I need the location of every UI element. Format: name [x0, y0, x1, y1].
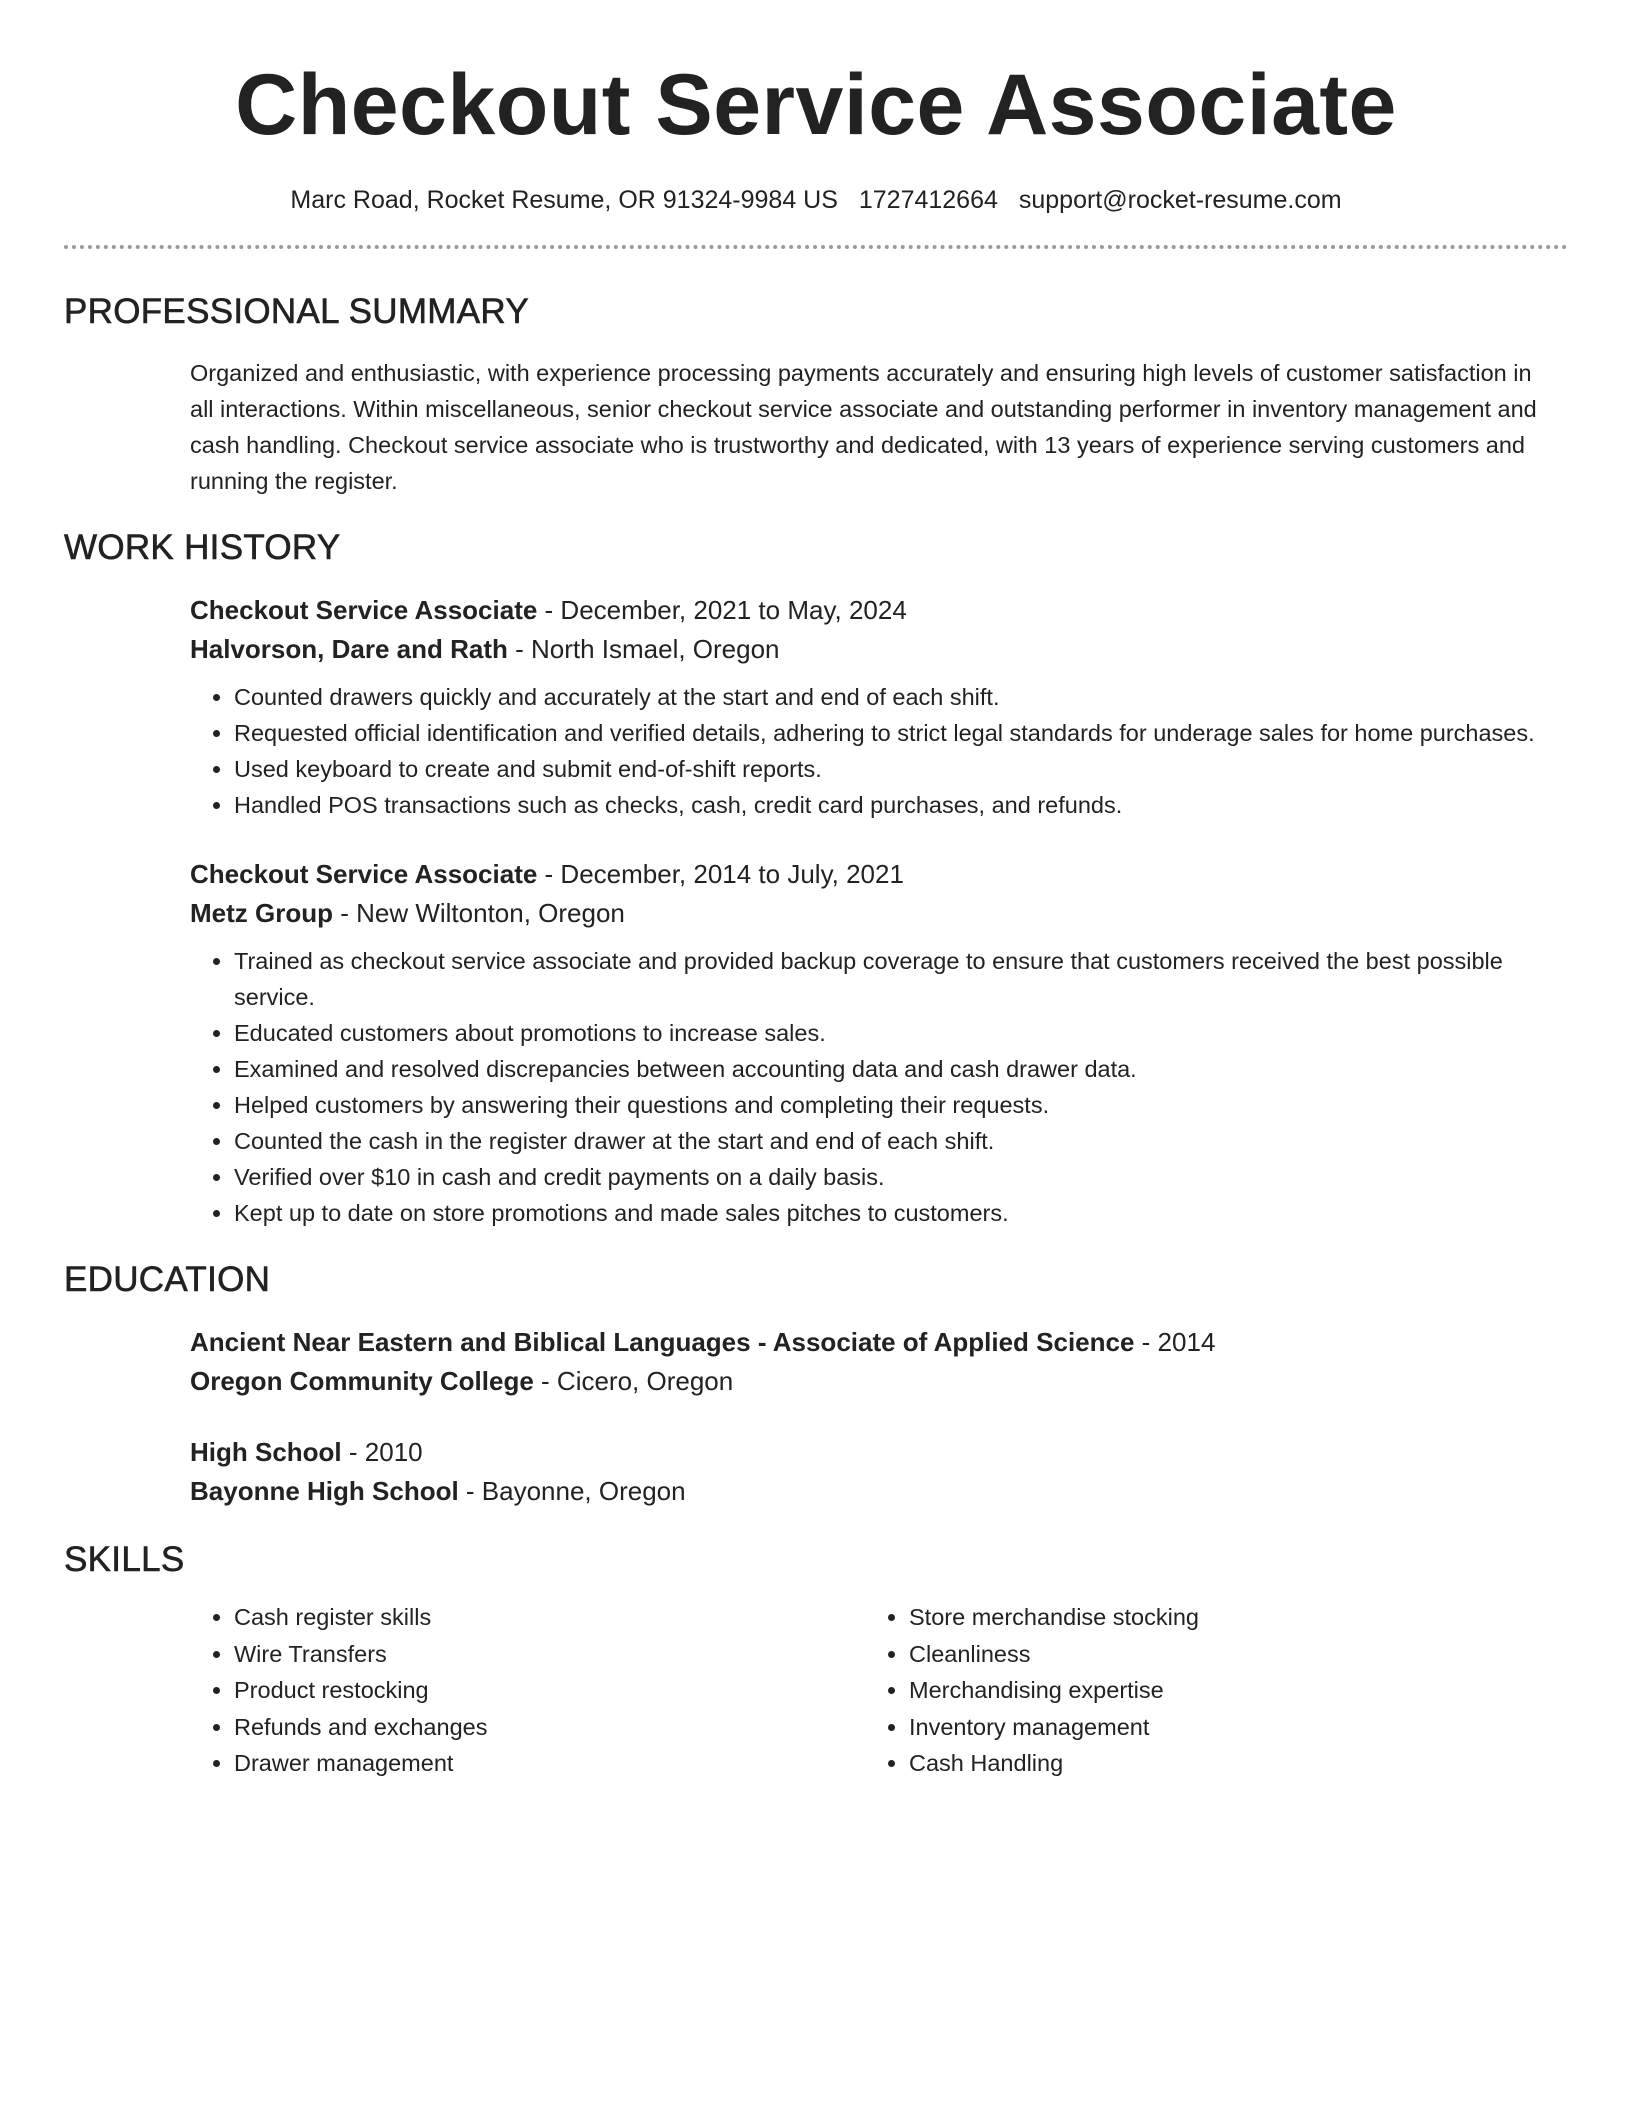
education-year: - 2010 [341, 1437, 423, 1467]
education-section [64, 1259, 1568, 1511]
education-degree: Ancient Near Eastern and Biblical Languages - Associate of Applied Science [190, 1327, 1135, 1357]
job-bullet: • Counted the cash in the register drawer at the start and end of each shift. [234, 1123, 1540, 1159]
job-bullet: • Used keyboard to create and submit end-of-shift reports. [234, 751, 1540, 787]
job-bullet: • Handled POS transactions such as checks, cash, credit card purchases, and refunds. [234, 787, 1540, 823]
job-role: Checkout Service Associate [190, 859, 538, 889]
skills-column-left [190, 1599, 865, 1782]
education-location: - Bayonne, Oregon [458, 1476, 686, 1506]
skill-item: • Inventory management [909, 1709, 1540, 1746]
summary-text: Organized and enthusiastic, with experience processing payments accurately and ensuring high levels of customer satisfaction in all interactions. Within miscellaneous, senior checkout service associate and outstanding performer in inventory management and cash handling. Checkout service associate who is trustworthy and dedicated, with 13 years of experience serving customers and running the register. [190, 360, 1537, 494]
contact-phone: 1727412664 [858, 186, 998, 214]
education-heading: EDUCATION [64, 1260, 271, 1299]
job-company: Metz Group [190, 898, 333, 928]
work-section [64, 527, 1568, 1231]
education-degree: High School [190, 1437, 342, 1467]
job-location: - North Ismael, Oregon [507, 634, 780, 664]
job-bullet: • Educated customers about promotions to increase sales. [234, 1015, 1540, 1051]
job-entry [190, 855, 1540, 1231]
job-company: Halvorson, Dare and Rath [190, 634, 508, 664]
job-bullets [190, 943, 1540, 1231]
skill-item: • Store merchandise stocking [909, 1599, 1540, 1636]
education-school: Bayonne High School [190, 1476, 459, 1506]
skills-section [64, 1539, 1568, 1782]
skill-item: • Cash Handling [909, 1745, 1540, 1782]
contact-email: support@rocket-resume.com [1018, 186, 1342, 214]
education-school: Oregon Community College [190, 1366, 534, 1396]
skill-item: • Refunds and exchanges [234, 1709, 865, 1746]
resume-name: Checkout Service Associate [235, 57, 1397, 153]
skills-column-right [865, 1599, 1540, 1782]
education-entry [190, 1433, 1540, 1511]
skill-item: • Merchandising expertise [909, 1672, 1540, 1709]
job-bullets [190, 679, 1540, 823]
job-bullet: • Helped customers by answering their questions and completing their requests. [234, 1087, 1540, 1123]
education-location: - Cicero, Oregon [533, 1366, 734, 1396]
job-dates: - December, 2014 to July, 2021 [537, 859, 904, 889]
skills-heading: SKILLS [64, 1540, 185, 1579]
job-bullet: • Kept up to date on store promotions and made sales pitches to customers. [234, 1195, 1540, 1231]
job-entry [190, 591, 1540, 823]
job-bullet: • Trained as checkout service associate and provided backup coverage to ensure that customers received the best possible service. [234, 943, 1540, 1015]
work-heading: WORK HISTORY [64, 528, 341, 567]
job-location: - New Wiltonton, Oregon [333, 898, 625, 928]
job-role: Checkout Service Associate [190, 595, 538, 625]
job-bullet: • Requested official identification and verified details, adhering to strict legal standards for underage sales for home purchases. [234, 715, 1540, 751]
education-year: - 2014 [1134, 1327, 1216, 1357]
summary-section [64, 291, 1568, 499]
education-entry [190, 1323, 1540, 1401]
job-bullet: • Verified over $10 in cash and credit payments on a daily basis. [234, 1159, 1540, 1195]
job-dates: - December, 2021 to May, 2024 [537, 595, 907, 625]
skill-item: • Product restocking [234, 1672, 865, 1709]
skill-item: • Wire Transfers [234, 1636, 865, 1673]
job-bullet: • Examined and resolved discrepancies between accounting data and cash drawer data. [234, 1051, 1540, 1087]
skill-item: • Drawer management [234, 1745, 865, 1782]
contact-line [64, 186, 1568, 215]
skill-item: • Cleanliness [909, 1636, 1540, 1673]
skill-item: • Cash register skills [234, 1599, 865, 1636]
header-divider [64, 245, 1568, 249]
summary-heading: PROFESSIONAL SUMMARY [64, 292, 529, 331]
job-bullet: • Counted drawers quickly and accurately at the start and end of each shift. [234, 679, 1540, 715]
contact-address: Marc Road, Rocket Resume, OR 91324-9984 US [290, 186, 838, 214]
skills-grid [190, 1599, 1540, 1782]
